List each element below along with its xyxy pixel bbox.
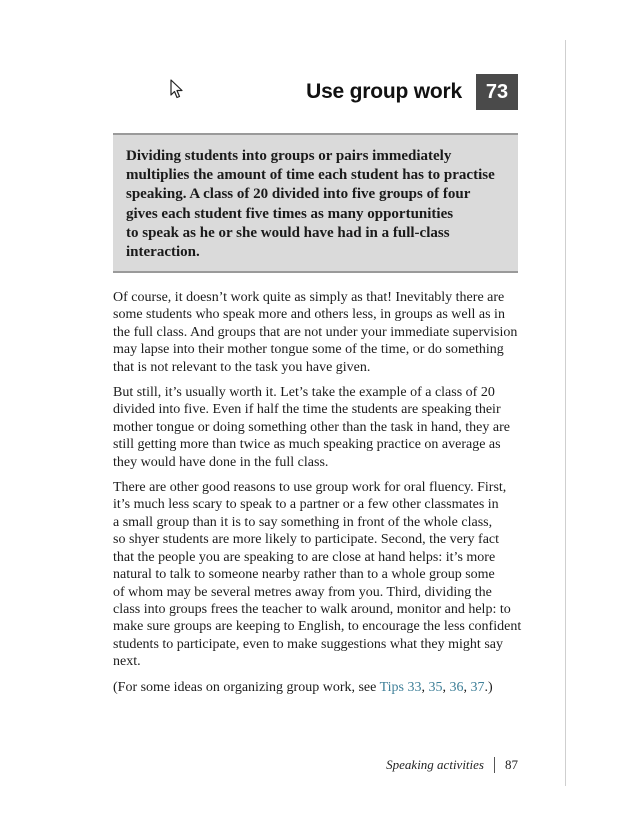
callout-line: to speak as he or she would have had in a full-class	[126, 224, 450, 241]
page-title: Use group work	[306, 80, 462, 103]
text-line: divided into five. Even if half the time the students are speaking their	[113, 402, 501, 418]
text-line: class into groups frees the teacher to walk around, monitor and help: to	[113, 601, 511, 617]
text-line: There are other good reasons to use group work for oral fluency. First,	[113, 480, 507, 496]
callout-line: interaction.	[126, 244, 200, 261]
text-line: still getting more than twice as much speaking practice on average as	[113, 437, 501, 453]
tip-number-badge: 73	[476, 74, 518, 110]
callout-line: Dividing students into groups or pairs immediately	[126, 148, 452, 164]
text-line: of whom may be several metres away from you. Third, dividing the	[113, 584, 492, 600]
text-line: they would have done in the full class.	[113, 454, 329, 470]
summary-callout	[113, 133, 518, 273]
callout-line: multiplies the amount of time each student has to practise	[126, 167, 495, 184]
see-also-paragraph: (For some ideas on organizing group work, see Tips 33, 35, 36, 37.)	[113, 679, 493, 695]
page-header	[306, 74, 518, 110]
text-line: that is not relevant to the task you have given.	[113, 359, 371, 375]
tip-link-33[interactable]: 33	[407, 679, 422, 695]
tip-link-35[interactable]: 35	[428, 679, 443, 695]
text-line: the full class. And groups that are not under your immediate supervision	[113, 324, 518, 340]
text-line: mother tongue or doing something other than the task in hand, they are	[113, 419, 510, 435]
page-edge-line	[565, 40, 566, 786]
callout-line: gives each student five times as many opportunities	[126, 205, 454, 222]
text-line: next.	[113, 654, 141, 670]
paragraph-3	[113, 479, 523, 670]
text-line: that the people you are speaking to are close at hand helps: it’s more	[113, 549, 496, 565]
paragraph-1	[113, 289, 523, 376]
see-also-suffix: .)	[484, 679, 493, 695]
text-line: it’s much less scary to speak to a partner or a few other classmates in	[113, 497, 499, 513]
mouse-pointer-icon	[170, 79, 184, 99]
body-text	[113, 289, 523, 704]
text-line: But still, it’s usually worth it. Let’s take the example of a class of 20	[113, 385, 495, 401]
text-line: may lapse into their mother tongue some of the time, or do something	[113, 342, 504, 358]
callout-line: speaking. A class of 20 divided into five groups of four	[126, 186, 471, 203]
callout-text	[126, 147, 508, 262]
text-line: make sure groups are keeping to English, to encourage the less confident	[113, 619, 522, 635]
page-number: 87	[505, 757, 518, 772]
text-line: students to participate, even to make suggestions what they might say	[113, 636, 503, 652]
text-line: Of course, it doesn’t work quite as simply as that! Inevitably there are	[113, 290, 505, 305]
text-line: a small group than it is to say something in front of the whole class,	[113, 514, 493, 530]
text-line: natural to talk to someone nearby rather than to a whole group some	[113, 567, 495, 583]
footer-divider	[494, 757, 495, 773]
page-footer	[386, 757, 518, 773]
tip-link-37[interactable]: 37	[470, 679, 485, 695]
see-also-prefix: (For some ideas on organizing group work, see	[113, 679, 380, 695]
tips-link-label: Tips	[379, 679, 405, 695]
text-line: some students who speak more and others less, in groups as well as in	[113, 307, 505, 323]
tip-link-36[interactable]: 36	[449, 679, 464, 695]
paragraph-2	[113, 384, 523, 471]
footer-section-title: Speaking activities	[386, 757, 484, 772]
text-line: so shyer students are more likely to participate. Second, the very fact	[113, 532, 500, 548]
